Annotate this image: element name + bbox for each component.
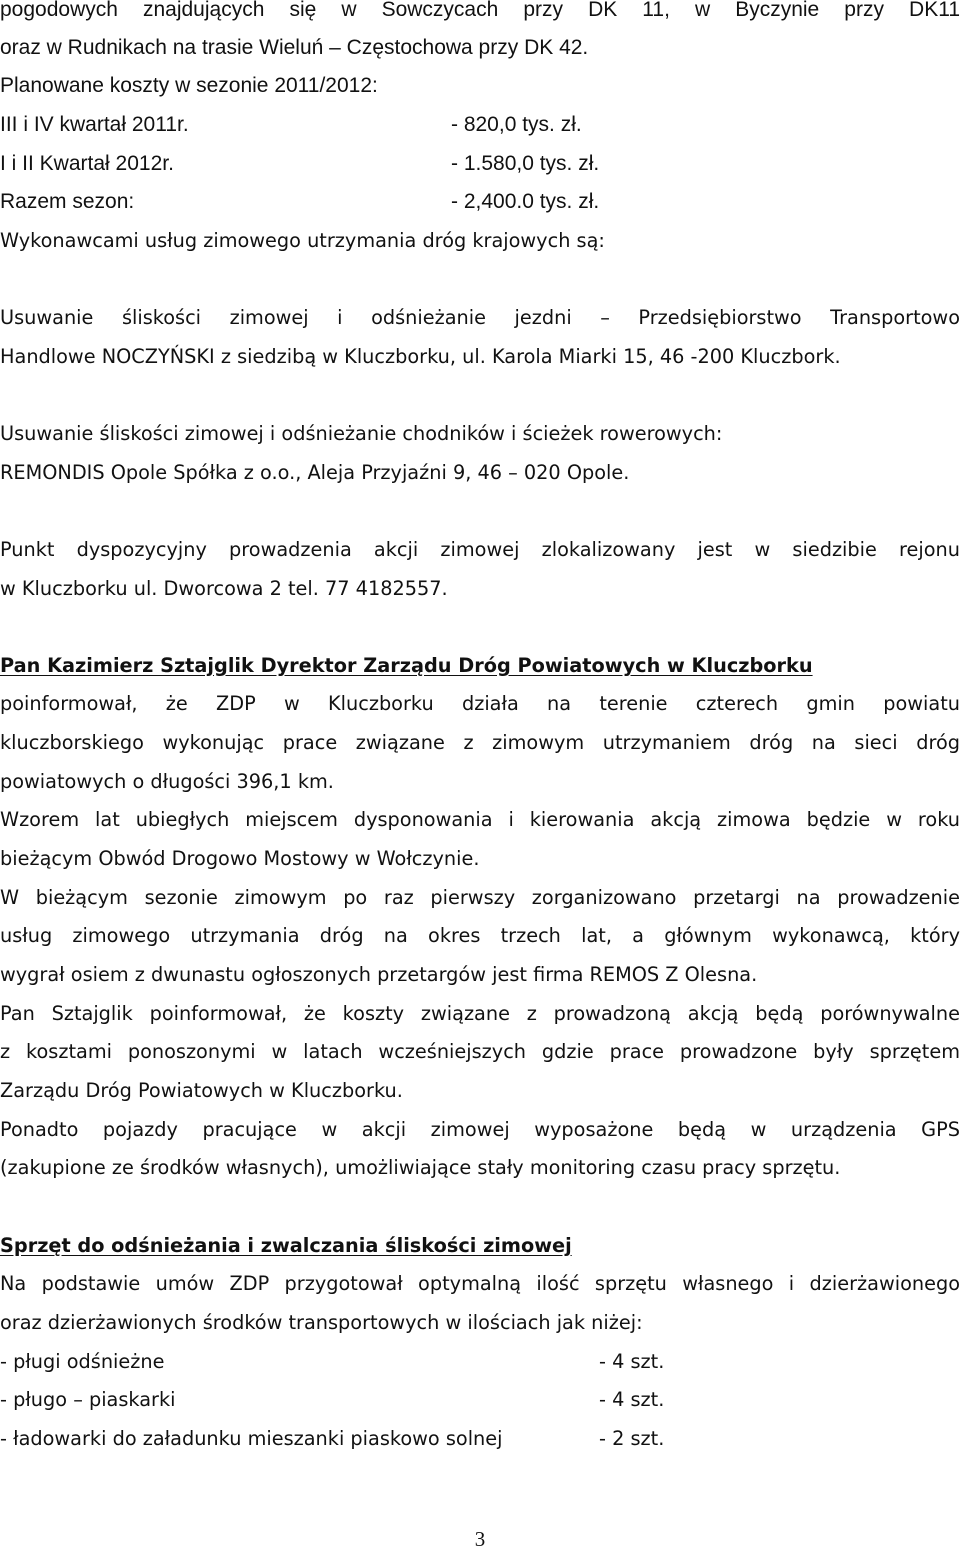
roads-contractor-line-2: Handlowe NOCZYŃSKI z siedzibą w Kluczborku, ul. Karola Miarki 15, 46 -200 Kluczbork.: [0, 345, 841, 368]
director-paragraph-line: Wzorem lat ubiegłych miejscem dysponowania i kierowania akcją zimowa będzie w roku: [0, 808, 960, 831]
equipment-item-name: - pługo – piaskarki: [0, 1388, 176, 1411]
director-paragraph-line: Zarządu Dróg Powiatowych w Kluczborku.: [0, 1079, 403, 1102]
roads-contractor-line-1: Usuwanie śliskości zimowej i odśnieżanie jezdni – Przedsiębiorstwo Transportowo: [0, 306, 960, 329]
director-paragraph-line: kluczborskiego wykonując prace związane z zimowym utrzymaniem dróg na sieci dróg: [0, 731, 960, 754]
director-paragraph-line: bieżącym Obwód Drogowo Mostowy w Wołczynie.: [0, 847, 480, 870]
contractors-heading: Wykonawcami usług zimowego utrzymania dróg krajowych są:: [0, 229, 605, 252]
equipment-intro-line-1: Na podstawie umów ZDP przygotował optymalną ilość sprzętu własnego i dzierżawionego: [0, 1272, 960, 1295]
cost-total-label: Razem sezon:: [0, 190, 135, 213]
dispatch-line-2: w Kluczborku ul. Dworcowa 2 tel. 77 4182557.: [0, 577, 448, 600]
director-paragraph-line: W bieżącym sezonie zimowym po raz pierwszy zorganizowano przetargi na prowadzenie: [0, 886, 960, 909]
sidewalks-contractor-line-2: REMONDIS Opole Spółka z o.o., Aleja Przyjaźni 9, 46 – 020 Opole.: [0, 461, 630, 484]
director-paragraph-line: wygrał osiem z dwunastu ogłoszonych przetargów jest firma REMOS Z Olesna.: [0, 963, 758, 986]
equipment-item-name: - pługi odśnieżne: [0, 1350, 165, 1373]
director-paragraph-line: (zakupione ze środków własnych), umożliwiające stały monitoring czasu pracy sprzętu.: [0, 1156, 841, 1179]
equipment-item-qty: - 4 szt.: [599, 1388, 665, 1411]
cost-total-value: - 2,400.0 tys. zł.: [451, 190, 600, 213]
intro-line-2: oraz w Rudnikach na trasie Wieluń – Częstochowa przy DK 42.: [0, 36, 589, 59]
director-paragraph-line: poinformował, że ZDP w Kluczborku działa na terenie czterech gmin powiatu: [0, 692, 960, 715]
intro-line-1: pogodowych znajdujących się w Sowczycach przy DK 11, w Byczynie przy DK11: [0, 0, 960, 21]
cost-label: III i IV kwartał 2011r.: [0, 113, 189, 136]
equipment-item-name: - ładowarki do załadunku mieszanki piaskowo solnej: [0, 1427, 503, 1450]
director-paragraph-line: Pan Sztajglik poinformował, że koszty związane z prowadzoną akcją będą porównywalne: [0, 1002, 960, 1025]
director-paragraph-line: Ponadto pojazdy pracujące w akcji zimowej wyposażone będą w urządzenia GPS: [0, 1118, 960, 1141]
director-paragraph-line: powiatowych o długości 396,1 km.: [0, 770, 334, 793]
page-number: 3: [474, 1527, 486, 1551]
director-paragraph-line: z kosztami ponoszonymi w latach wcześniejszych gdzie prace prowadzone były sprzętem: [0, 1040, 960, 1063]
planned-costs-heading: Planowane koszty w sezonie 2011/2012:: [0, 74, 378, 97]
cost-value: - 820,0 tys. zł.: [451, 113, 582, 136]
cost-label: I i II Kwartał 2012r.: [0, 152, 174, 175]
director-paragraph-line: usług zimowego utrzymania dróg na okres trzech lat, a głównym wykonawcą, który: [0, 924, 960, 947]
cost-value: - 1.580,0 tys. zł.: [451, 152, 600, 175]
equipment-heading: Sprzęt do odśnieżania i zwalczania śliskości zimowej: [0, 1234, 572, 1257]
sidewalks-contractor-line-1: Usuwanie śliskości zimowej i odśnieżanie chodników i ścieżek rowerowych:: [0, 422, 723, 445]
equipment-item-qty: - 4 szt.: [599, 1350, 665, 1373]
equipment-item-qty: - 2 szt.: [599, 1427, 665, 1450]
dispatch-line-1: Punkt dyspozycyjny prowadzenia akcji zimowej zlokalizowany jest w siedzibie rejonu: [0, 538, 960, 561]
director-heading: Pan Kazimierz Sztajglik Dyrektor Zarządu Dróg Powiatowych w Kluczborku: [0, 654, 813, 677]
equipment-intro-line-2: oraz dzierżawionych środków transportowych w ilościach jak niżej:: [0, 1311, 643, 1334]
